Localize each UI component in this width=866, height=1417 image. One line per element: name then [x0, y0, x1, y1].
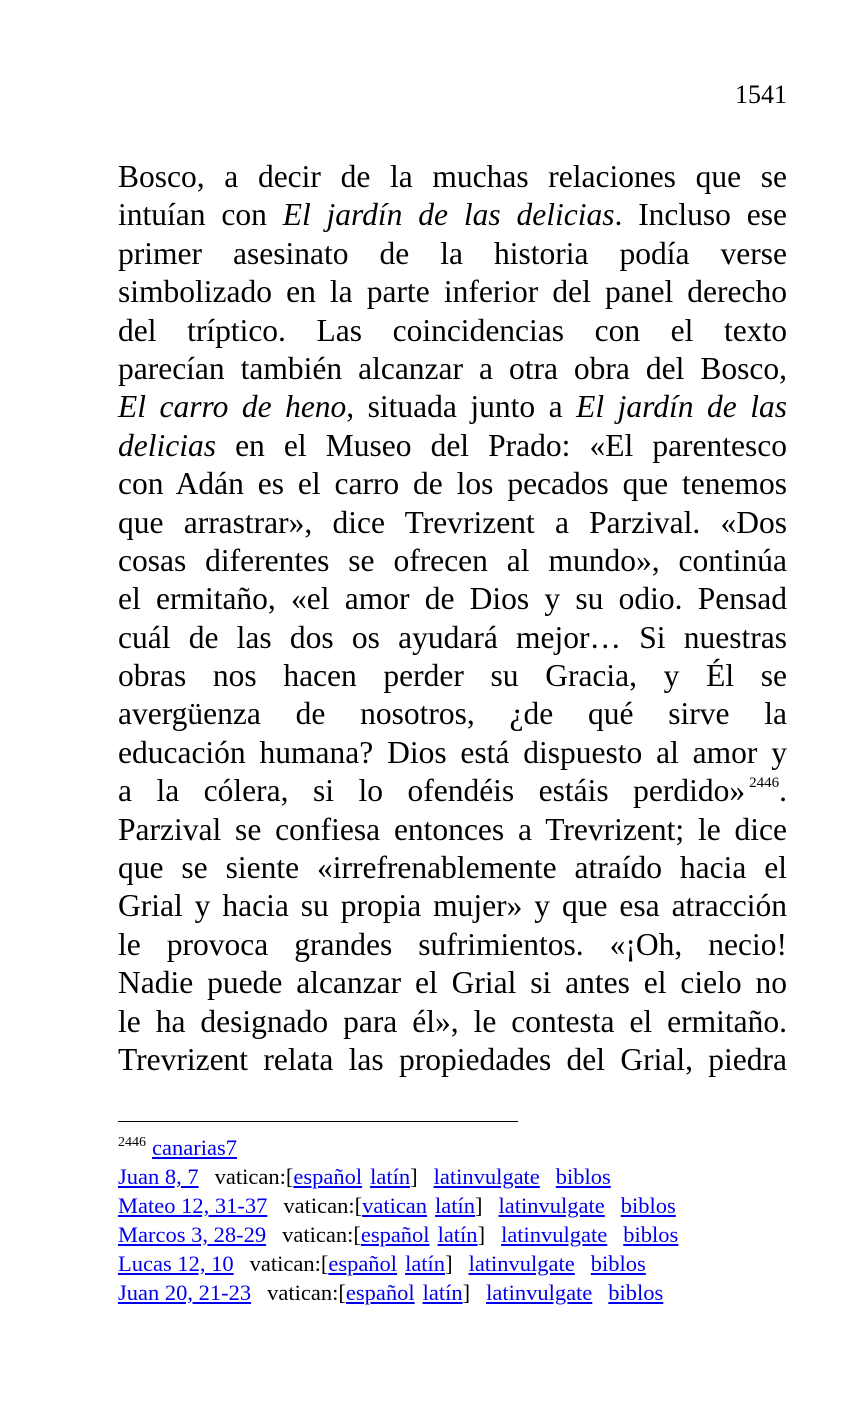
text-line: delicias en el Museo del Prado: «El parentesco: [118, 427, 787, 463]
latinvulgate-link[interactable]: latinvulgate: [486, 1280, 593, 1305]
text-line: del tríptico. Las coincidencias con el texto: [118, 312, 787, 348]
bible-ref-link[interactable]: Marcos 3, 28-29: [118, 1222, 267, 1247]
text-line: primer asesinato de la historia podía verse: [118, 235, 787, 271]
text-line: le ha designado para él», le contesta el ermitaño.: [118, 1003, 787, 1039]
biblos-link[interactable]: biblos: [620, 1193, 676, 1218]
text-line: Nadie puede alcanzar el Grial si antes el cielo no: [118, 965, 787, 1001]
text-line: obras nos hacen perder su Gracia, y Él se: [118, 658, 787, 694]
bible-ref-row: [118, 1220, 818, 1249]
text-line: educación humana? Dios está dispuesto al amor y: [118, 734, 787, 770]
biblos-link[interactable]: biblos: [590, 1251, 646, 1276]
vatican-suffix: ]: [445, 1251, 453, 1276]
bible-ref-link[interactable]: Juan 20, 21-23: [118, 1280, 252, 1305]
text-line: El carro de heno, situada junto a El jardín de las: [118, 389, 787, 425]
vatican-latin-link[interactable]: latín: [422, 1280, 463, 1305]
vatican-prefix: vatican:[: [214, 1164, 294, 1189]
text-line: intuían con El jardín de las delicias. Incluso ese: [118, 197, 788, 233]
footnotes: [118, 1133, 818, 1307]
text-line: Parzival se confiesa entonces a Trevrizent; le dice: [118, 811, 787, 847]
text-line: cuál de las dos os ayudará mejor… Si nuestras: [118, 619, 787, 655]
vatican-link[interactable]: vatican: [362, 1193, 428, 1218]
bible-ref-row: [118, 1249, 818, 1278]
bible-ref-row: [118, 1162, 818, 1191]
bible-ref-row: [118, 1191, 818, 1220]
vatican-latin-link[interactable]: latín: [370, 1164, 411, 1189]
text-line: Bosco, a decir de la muchas relaciones que se: [118, 159, 787, 194]
vatican-spanish-link[interactable]: español: [360, 1222, 430, 1247]
latinvulgate-link[interactable]: latinvulgate: [468, 1251, 575, 1276]
text-line: con Adán es el carro de los pecados que tenemos: [118, 466, 787, 502]
vatican-spanish-link[interactable]: español: [328, 1251, 398, 1276]
biblos-link[interactable]: biblos: [608, 1280, 664, 1305]
text-line: el ermitaño, «el amor de Dios y su odio. Pensad: [118, 581, 787, 617]
source-link-canarias7[interactable]: canarias7: [152, 1135, 237, 1160]
bible-ref-row: [118, 1278, 818, 1307]
vatican-prefix: vatican:[: [282, 1222, 361, 1247]
bible-ref-link[interactable]: Mateo 12, 31-37: [118, 1193, 268, 1218]
vatican-suffix: ]: [477, 1222, 486, 1247]
page-number: 1541: [735, 80, 787, 109]
text-line: cosas diferentes se ofrecen al mundo», continúa: [118, 542, 787, 578]
work-title: delicias: [118, 427, 216, 463]
latinvulgate-link[interactable]: latinvulgate: [501, 1222, 608, 1247]
work-title: El jardín de las: [576, 389, 787, 425]
vatican-prefix: vatican:[: [267, 1280, 346, 1305]
footnote-number: 2446: [118, 1135, 146, 1150]
vatican-latin-link[interactable]: latín: [405, 1251, 446, 1276]
text-line: que se siente «irrefrenablemente atraído hacia el: [118, 850, 787, 886]
latinvulgate-link[interactable]: latinvulgate: [498, 1193, 605, 1218]
vatican-suffix: ]: [410, 1164, 418, 1189]
text-line: Trevrizent relata las propiedades del Grial, piedra: [118, 1041, 787, 1077]
footnote-reference[interactable]: 2446: [749, 775, 780, 792]
footnote-source: [118, 1133, 818, 1162]
text-line: avergüenza de nosotros, ¿de qué sirve la: [118, 696, 787, 732]
text-line: a la cólera, si lo ofendéis estáis perdido» $^{2446}$.: [118, 773, 787, 809]
vatican-spanish-link[interactable]: español: [293, 1164, 363, 1189]
latinvulgate-link[interactable]: latinvulgate: [433, 1164, 540, 1189]
work-title: El jardín de las delicias: [282, 197, 615, 233]
vatican-latin-link[interactable]: latín: [437, 1222, 478, 1247]
text-line: que arrastrar», dice Trevrizent a Parzival. «Dos: [118, 504, 787, 540]
work-title: El carro de heno: [118, 389, 347, 425]
vatican-latin-link[interactable]: latín: [435, 1193, 476, 1218]
bible-ref-link[interactable]: Lucas 12, 10: [118, 1251, 234, 1276]
vatican-suffix: ]: [462, 1280, 471, 1305]
vatican-prefix: vatican:[: [249, 1251, 329, 1276]
text-line: le provoca grandes sufrimientos. «¡Oh, necio!: [118, 926, 787, 962]
text-line: simbolizado en la parte inferior del panel derecho: [118, 274, 787, 310]
bible-ref-link[interactable]: Juan 8, 7: [118, 1164, 199, 1189]
text-line: parecían también alcanzar a otra obra del Bosco,: [118, 350, 787, 386]
footnote-divider: [118, 1121, 518, 1122]
text-line: Grial y hacia su propia mujer» y que esa atracción: [118, 888, 787, 924]
body-paragraph: [118, 158, 787, 1079]
vatican-prefix: vatican:[: [283, 1193, 363, 1218]
vatican-spanish-link[interactable]: español: [345, 1280, 415, 1305]
biblos-link[interactable]: biblos: [555, 1164, 611, 1189]
vatican-suffix: ]: [475, 1193, 483, 1218]
biblos-link[interactable]: biblos: [623, 1222, 679, 1247]
